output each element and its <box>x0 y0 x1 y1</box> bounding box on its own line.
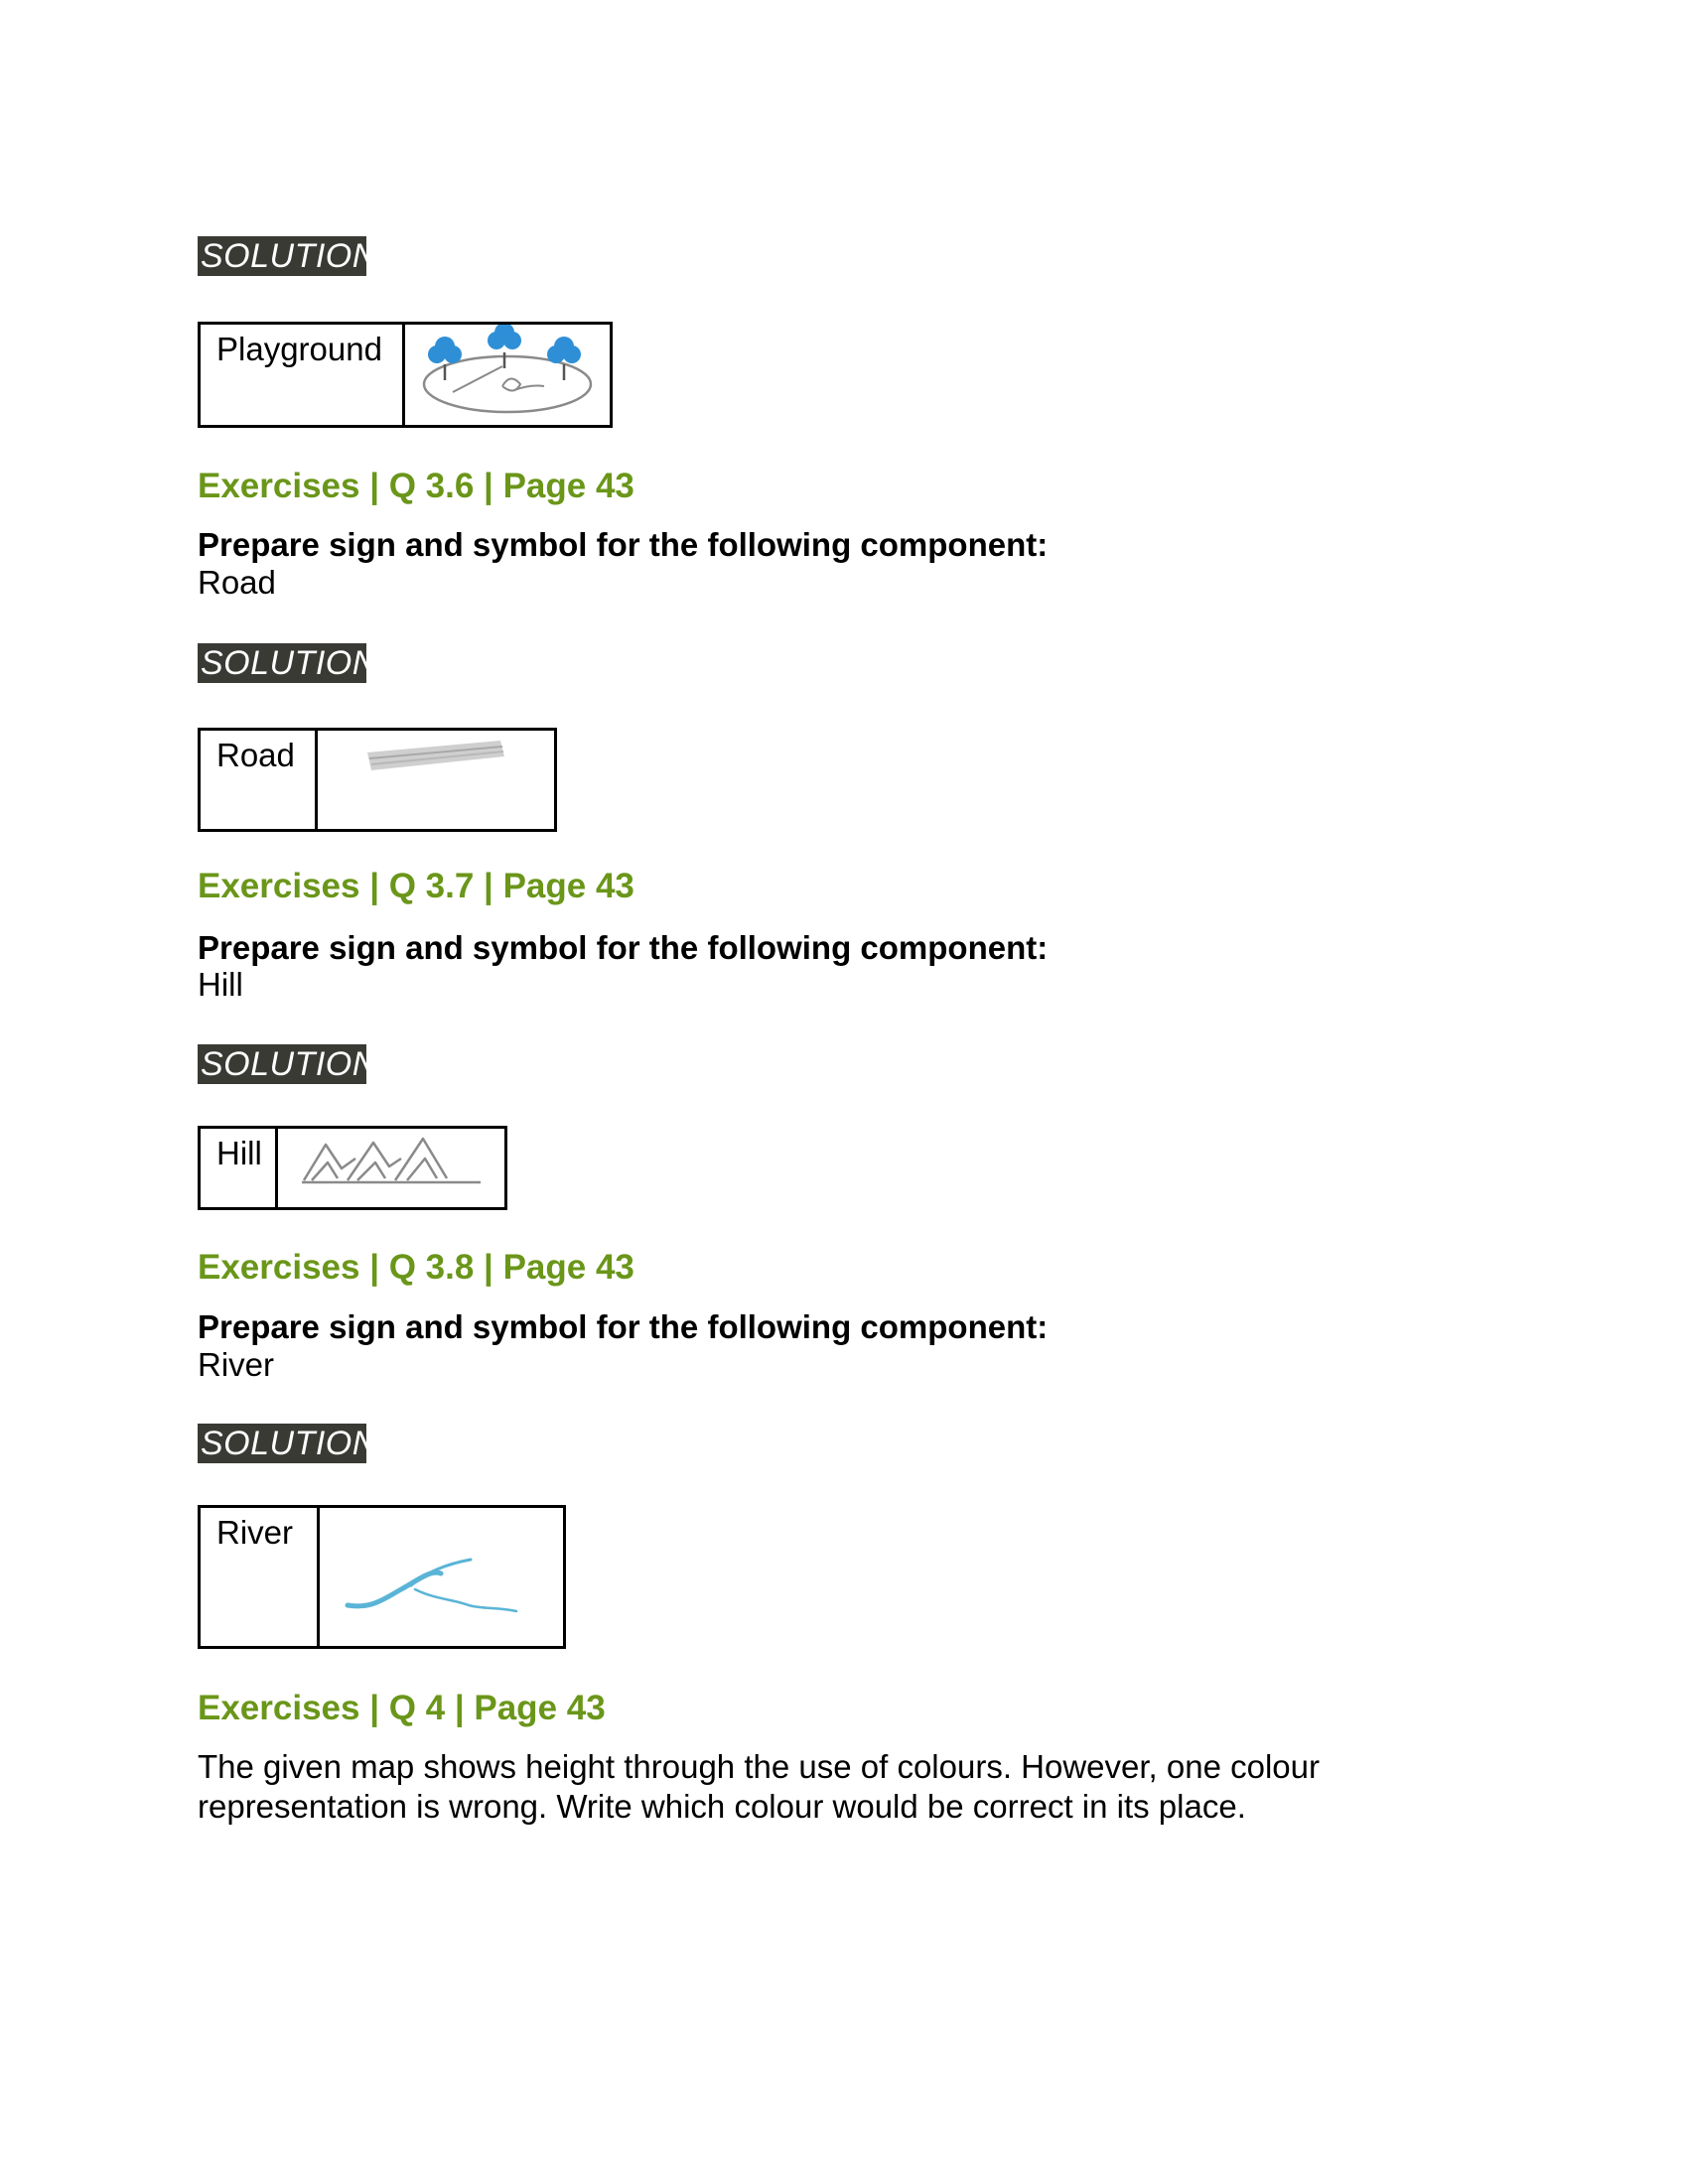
question-text-line: The given map shows height through the use of colours. However, one colour <box>198 1748 1320 1785</box>
question-component: Road <box>198 564 276 601</box>
question-component: Hill <box>198 966 243 1003</box>
river-icon <box>320 1508 563 1646</box>
hill-icon <box>278 1129 504 1207</box>
exercise-heading: Exercises | Q 3.6 | Page 43 <box>198 467 634 505</box>
river-symbol <box>320 1508 563 1646</box>
solution-badge: SOLUTION <box>198 643 366 683</box>
road-symbol <box>318 731 554 829</box>
exercise-heading: Exercises | Q 4 | Page 43 <box>198 1689 606 1727</box>
solution-badge: SOLUTION <box>198 1424 366 1463</box>
playground-icon <box>405 325 610 425</box>
question-text-line: representation is wrong. Write which colour would be correct in its place. <box>198 1788 1246 1825</box>
symbol-table-road <box>198 728 557 832</box>
hill-symbol <box>278 1129 504 1207</box>
solution-badge: SOLUTION <box>198 1044 366 1084</box>
question-prompt: Prepare sign and symbol for the following component: <box>198 1308 1049 1345</box>
symbol-table-hill <box>198 1126 507 1210</box>
question-component: River <box>198 1346 275 1383</box>
question-prompt: Prepare sign and symbol for the following component: <box>198 929 1049 966</box>
symbol-label: River <box>201 1508 320 1646</box>
symbol-label: Playground <box>201 325 405 425</box>
symbol-label: Road <box>201 731 318 829</box>
exercise-heading: Exercises | Q 3.8 | Page 43 <box>198 1248 634 1287</box>
symbol-table-playground <box>198 322 613 428</box>
symbol-table-river <box>198 1505 566 1649</box>
exercise-heading: Exercises | Q 3.7 | Page 43 <box>198 867 634 905</box>
solution-badge: SOLUTION <box>198 236 366 276</box>
question-text <box>198 1747 1389 1827</box>
question-prompt: Prepare sign and symbol for the following component: <box>198 526 1049 563</box>
playground-symbol <box>405 325 610 425</box>
symbol-label: Hill <box>201 1129 278 1207</box>
road-icon <box>318 731 554 829</box>
